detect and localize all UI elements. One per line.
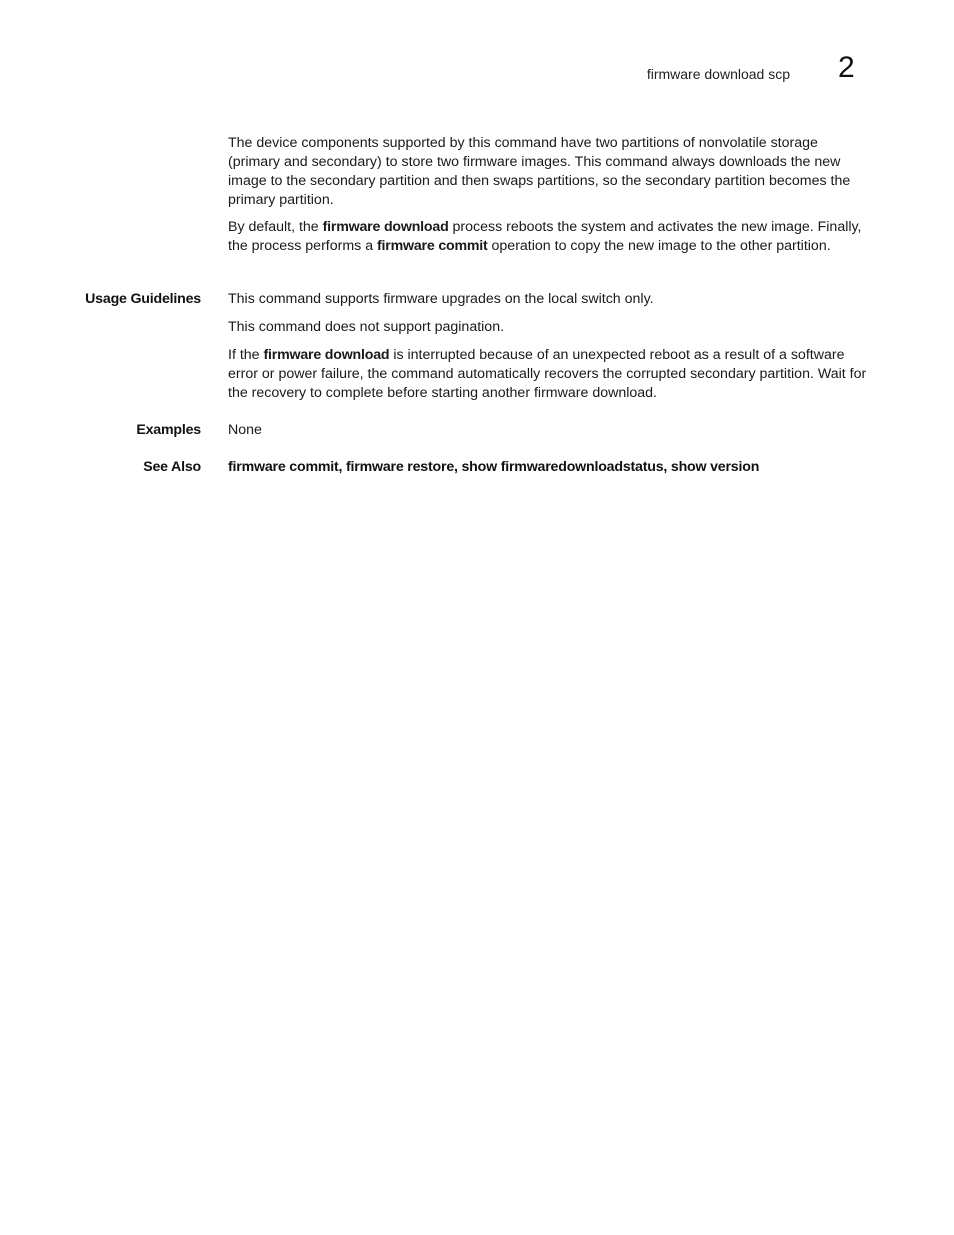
see-also-label: See Also [143, 459, 201, 475]
text-fragment: process reboots the system and activates the new image. Finally, the process performs a [228, 219, 862, 254]
usage-guidelines-paragraph-2: This command does not support pagination. [228, 319, 505, 335]
text-fragment: is interrupted because of an unexpected reboot as a result of a software error or power failure, the command automatically recovers the corrupted secondary partition. Wait for the recovery to complete before starting another firmware download. [228, 347, 867, 401]
chapter-number: 2 [838, 51, 855, 84]
command-reference: firmware commit [377, 238, 488, 254]
command-reference: firmware download [322, 219, 449, 235]
description-paragraph-2 [228, 218, 868, 256]
examples-label: Examples [136, 422, 201, 438]
usage-guidelines-paragraph-1: This command supports firmware upgrades on the local switch only. [228, 291, 654, 307]
usage-guidelines-label: Usage Guidelines [85, 291, 201, 307]
text-fragment: operation to copy the new image to the other partition. [487, 238, 831, 254]
description-paragraph-1: The device components supported by this command have two partitions of nonvolatile storage (primary and secondary) to store two firmware images. This command always downloads the new image to the secondary partition and then swaps partitions, so the secondary partition becomes the primary partition. [228, 135, 851, 208]
usage-guidelines-paragraph-3 [228, 346, 868, 403]
see-also-list: firmware commit, firmware restore, show firmwaredownloadstatus, show version [228, 459, 760, 475]
command-reference: firmware download [263, 347, 390, 363]
text-fragment: By default, the [228, 219, 323, 235]
examples-text: None [228, 422, 262, 438]
running-head: firmware download scp [646, 66, 790, 82]
text-fragment: If the [228, 347, 264, 363]
